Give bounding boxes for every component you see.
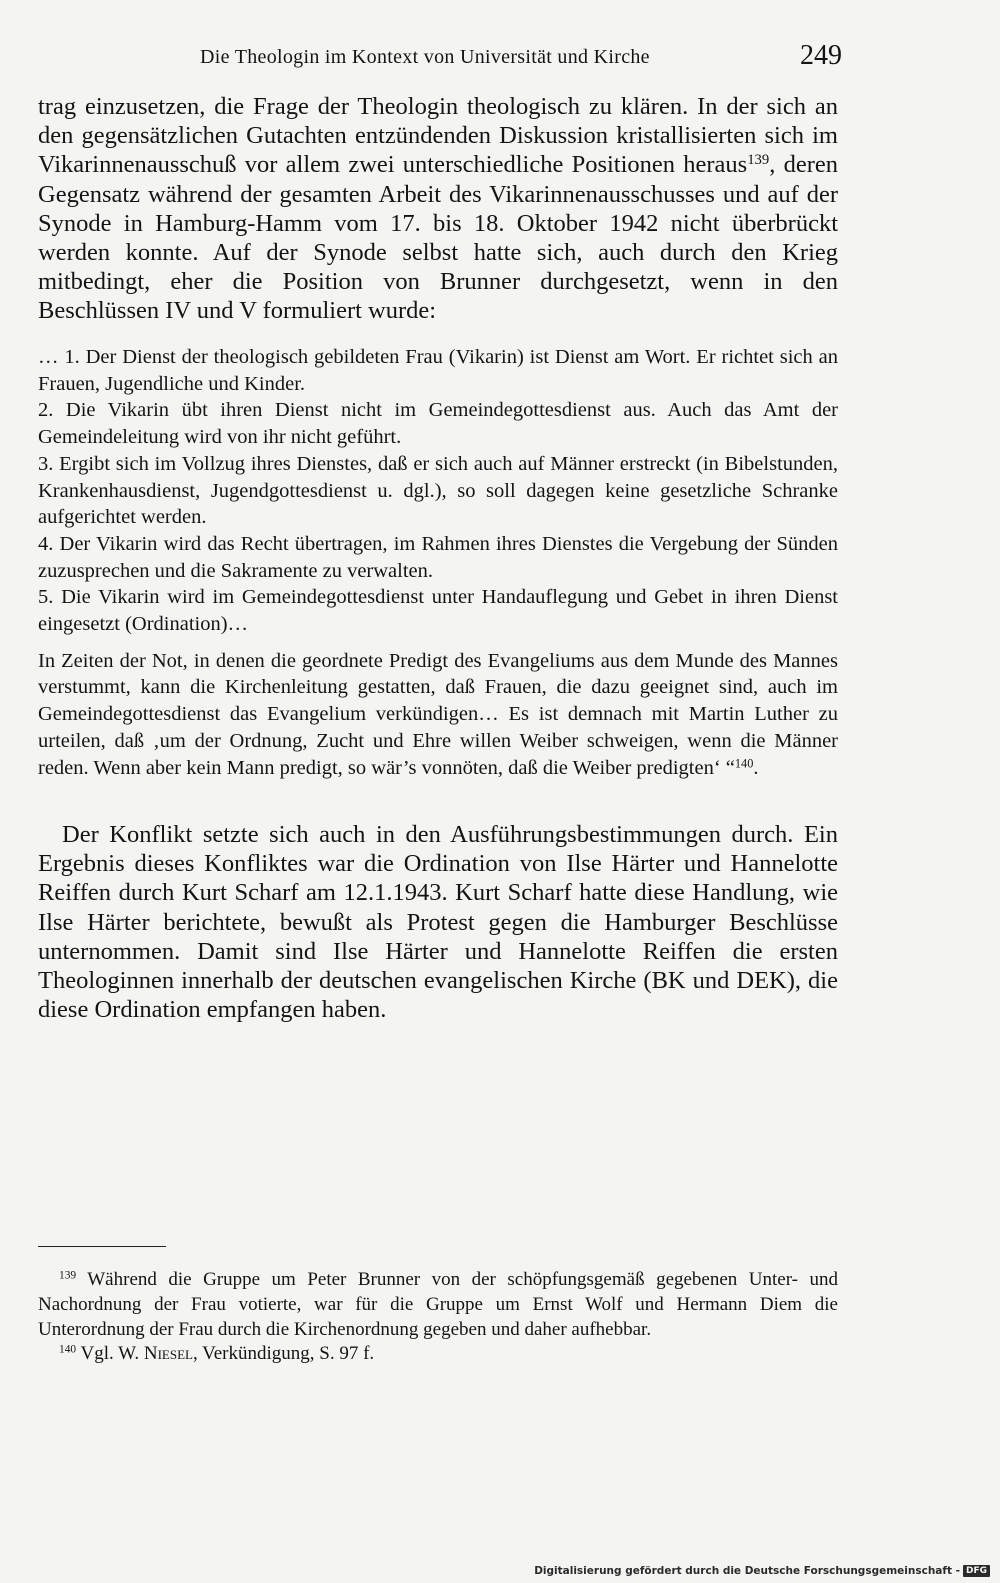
footnote-ref-139[interactable]: 139 xyxy=(747,152,770,169)
digitization-credit xyxy=(534,1565,990,1577)
footnote-number: 139 xyxy=(59,1269,77,1282)
page-header xyxy=(0,40,1000,80)
footnote-text: Während die Gruppe um Peter Brunner von der schöpfungsgemäß gegebenen Unter- und Nachordnung der Frau votierte, war für die Gruppe um Ernst Wolf und Hermann Diem die Unterordnung der Frau durch die Kirchenordnung gegeben und daher aufhebbar. xyxy=(38,1269,838,1340)
paragraph-text: trag einzusetzen, die Frage der Theologin theologisch zu klären. In der sich an den gegensätzlichen Gutachten entzündenden Diskussion kristallisierten sich im Vikarinnenausschuß vor allem zwei unterschiedliche Positionen heraus xyxy=(38,93,838,179)
dfg-logo-icon: DFG xyxy=(963,1565,990,1577)
footnote-separator xyxy=(38,1246,166,1247)
credit-text: Digitalisierung gefördert durch die Deutsche Forschungsgemeinschaft - xyxy=(534,1565,960,1577)
quote-closing-text: In Zeiten der Not, in denen die geordnete Predigt des Evangeliums aus dem Munde des Mannes verstummt, kann die Kirchenleitung gestatten, daß Frauen, die dazu geeignet sind, auch im Gemeindegottesdienst das Evangelium verkündigen… Es ist demnach mit Martin Luther zu urteilen, daß ‚um der Ordnung, Zucht und Ehre willen Weiber schweigen, wenn die Männer reden. Wenn aber kein Mann predigt, so wär’s vonnöten, daß die Weiber predigten‘ “ xyxy=(38,649,838,779)
quote-closing-end: . xyxy=(753,756,759,779)
quote-item-5: 5. Die Vikarin wird im Gemeindegottesdienst unter Handauflegung und Gebet in ihren Dienst eingesetzt (Ordination)… xyxy=(38,586,838,636)
body-paragraph-1 xyxy=(38,92,838,326)
quote-item-2: 2. Die Vikarin übt ihren Dienst nicht im Gemeindegottesdienst aus. Auch das Amt der Gemeindeleitung wird von ihr nicht geführt. xyxy=(38,399,838,449)
running-title: Die Theologin im Kontext von Universität und Kirche xyxy=(200,46,650,68)
footnote-139 xyxy=(38,1268,838,1342)
footnote-number: 140 xyxy=(59,1344,77,1357)
block-quote xyxy=(38,344,838,781)
body-paragraph-2: Der Konflikt setzte sich auch in den Ausführungsbestimmungen durch. Ein Ergebnis dieses Konfliktes war die Ordination von Ilse Härter und Hannelotte Reiffen durch Kurt Scharf am 12.1.1943. Kurt Scharf hatte diese Handlung, wie Ilse Härter berichtete, bewußt als Protest gegen die Hamburger Beschlüsse unternommen. Damit sind Ilse Härter und Hannelotte Reiffen die ersten Theologinnen innerhalb der deutschen evangelischen Kirche (BK und DEK), die diese Ordination empfangen haben. xyxy=(38,821,838,1024)
footnote-text: , Verkündigung, S. 97 f. xyxy=(192,1343,375,1365)
footnotes xyxy=(38,1268,838,1367)
paragraph-text: , deren Gegensatz während der gesamten Arbeit des Vikarinnenausschusses und auf der Synode in Hamburg-Hamm vom 17. bis 18. Oktober 1942 nicht überbrückt werden konnte. Auf der Synode selbst hatte sich, auch durch den Krieg mitbedingt, eher die Position von Brunner durchgesetzt, wenn in den Beschlüssen IV und V formuliert wurde: xyxy=(38,151,838,325)
quote-item-4: 4. Der Vikarin wird das Recht übertragen, im Rahmen ihres Dienstes die Vergebung der Sünden zuzusprechen und die Sakramente zu verwalten. xyxy=(38,532,838,582)
page-number: 249 xyxy=(800,40,842,71)
footnote-ref-140[interactable]: 140 xyxy=(734,755,754,770)
quote-item-1: … 1. Der Dienst der theologisch gebildeten Frau (Vikarin) ist Dienst am Wort. Er richtet sich an Frauen, Jugendliche und Kinder. xyxy=(38,346,838,395)
footnote-text: Vgl. W. xyxy=(76,1343,144,1365)
footnote-author: Niesel xyxy=(143,1343,193,1365)
quote-item-3: 3. Ergibt sich im Vollzug ihres Dienstes, daß er sich auch auf Männer erstreckt (in Bibelstunden, Krankenhausdienst, Jugendgottesdienst u. dgl.), so soll dagegen keine gesetzliche Schranke aufgerichtet werden. xyxy=(38,452,838,529)
quote-closing xyxy=(38,648,838,782)
footnote-140 xyxy=(38,1342,838,1367)
